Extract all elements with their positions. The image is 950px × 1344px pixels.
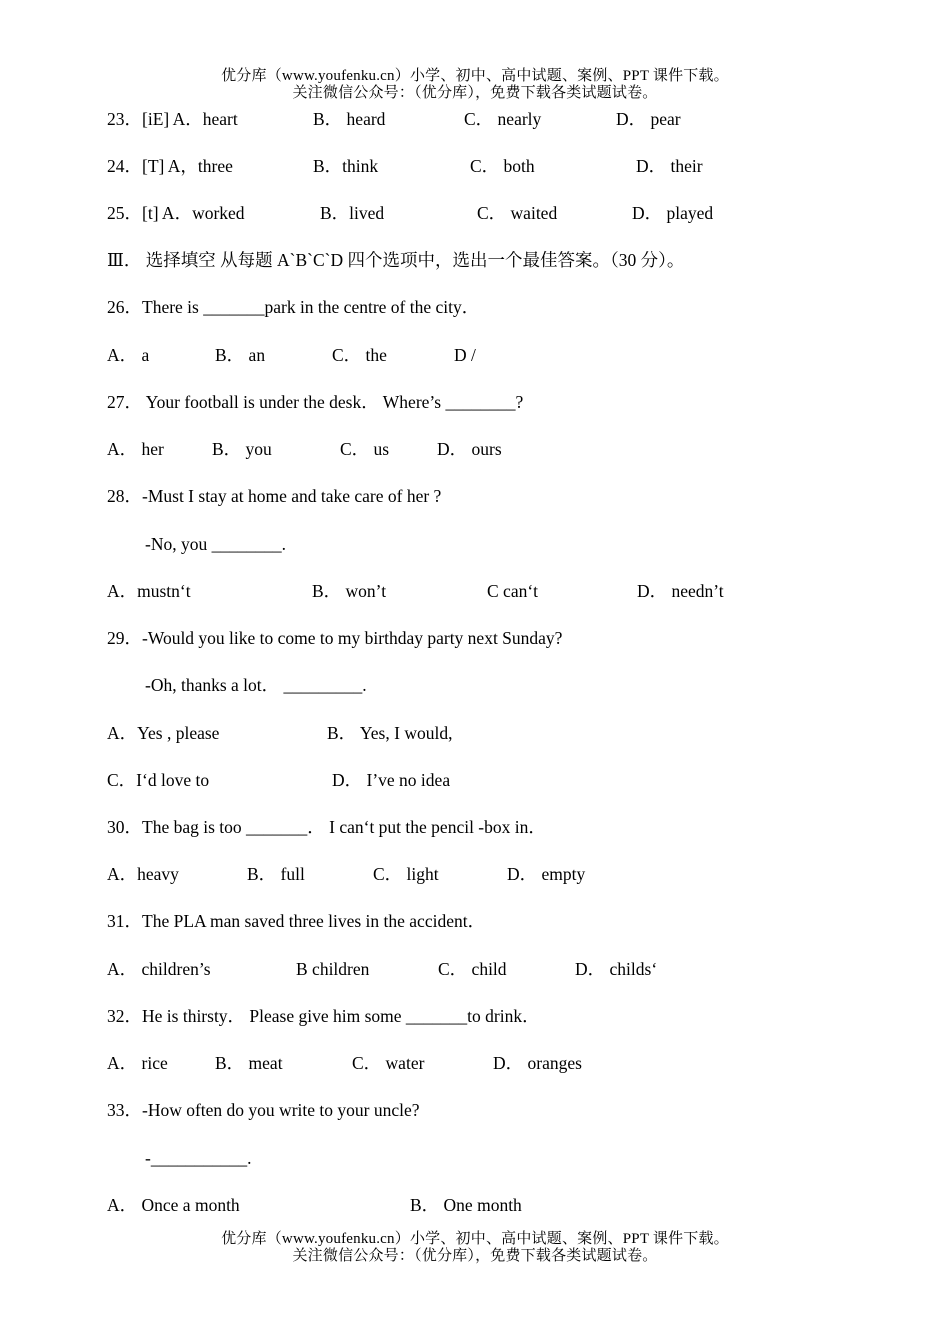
- q31-option-d: D． childs‘: [575, 959, 658, 979]
- q24-option-d: D． their: [636, 156, 703, 176]
- question-31-stem: 31．The PLA man saved three lives in the accident．: [107, 911, 486, 931]
- q31-option-b: B children: [296, 959, 370, 979]
- q33-option-b: B． One month: [410, 1195, 522, 1215]
- footer-line-1: 优分库（www.youfenku.cn）小学、初中、高中试题、案例、PPT 课件下载。: [221, 1231, 729, 1247]
- q28-option-b: B． won’t: [312, 581, 387, 601]
- q32-option-b: B． meat: [215, 1053, 283, 1073]
- q26-option-a: A． a: [107, 345, 150, 365]
- page-footer: [0, 1231, 950, 1265]
- q23-option-b: B． heard: [313, 109, 386, 129]
- footer-line-2: 关注微信公众号：（优分库），免费下载各类试题试卷。: [292, 1248, 658, 1264]
- q33-option-a: A． Once a month: [107, 1195, 240, 1215]
- q25-option-b: B．lived: [320, 203, 385, 223]
- question-33-line-2: -___________.: [145, 1148, 252, 1168]
- section-3-title: Ⅲ． 选择填空 从每题 A`B`C`D 四个选项中，选出一个最佳答案。（30 分）。: [107, 250, 685, 270]
- q26-option-d: D /: [454, 345, 476, 365]
- question-32-stem: 32．He is thirsty． Please give him some _______to drink．: [107, 1006, 540, 1026]
- q25-stem-option-a: 25．[t] A．worked: [107, 203, 245, 223]
- q24-option-c: C． both: [470, 156, 535, 176]
- header-line-1: 优分库（www.youfenku.cn）小学、初中、高中试题、案例、PPT 课件下载。: [221, 68, 729, 84]
- q26-option-b: B． an: [215, 345, 266, 365]
- question-26-stem: 26．There is _______park in the centre of the city．: [107, 297, 480, 317]
- page-header: [0, 68, 950, 102]
- q24-stem-option-a: 24．[T] A，three: [107, 156, 233, 176]
- question-33-stem: 33．-How often do you write to your uncle?: [107, 1100, 420, 1120]
- question-27-stem: 27． Your football is under the desk． Where’s ________?: [107, 392, 524, 412]
- question-28-stem: 28．-Must I stay at home and take care of her ?: [107, 486, 442, 506]
- q32-option-a: A． rice: [107, 1053, 168, 1073]
- q29-option-a: A．Yes , please: [107, 723, 220, 743]
- q25-option-d: D． played: [632, 203, 714, 223]
- q28-option-d: D． needn’t: [637, 581, 724, 601]
- q29-option-c: C．I‘d love to: [107, 770, 210, 790]
- q30-option-d: D． empty: [507, 864, 586, 884]
- q27-option-b: B． you: [212, 439, 272, 459]
- q25-option-c: C． waited: [477, 203, 558, 223]
- q23-option-d: D． pear: [616, 109, 681, 129]
- question-29-stem: 29．-Would you like to come to my birthday party next Sunday?: [107, 628, 563, 648]
- q31-option-c: C． child: [438, 959, 507, 979]
- q30-option-b: B． full: [247, 864, 305, 884]
- q30-option-a: A．heavy: [107, 864, 179, 884]
- q27-option-d: D． ours: [437, 439, 502, 459]
- q28-option-a: A．mustn‘t: [107, 581, 191, 601]
- q23-option-c: C． nearly: [464, 109, 542, 129]
- q28-option-c: C can‘t: [487, 581, 539, 601]
- q29-option-d: D． I’ve no idea: [332, 770, 451, 790]
- q27-option-a: A． her: [107, 439, 164, 459]
- q27-option-c: C． us: [340, 439, 390, 459]
- q32-option-d: D． oranges: [493, 1053, 582, 1073]
- question-30-stem: 30．The bag is too _______． I can‘t put the pencil -box in．: [107, 817, 546, 837]
- q24-option-b: B．think: [313, 156, 379, 176]
- question-29-line-2: -Oh, thanks a lot． _________.: [145, 675, 367, 695]
- q29-option-b: B． Yes, I would,: [327, 723, 453, 743]
- q26-option-c: C． the: [332, 345, 387, 365]
- q30-option-c: C． light: [373, 864, 439, 884]
- question-28-line-2: -No, you ________.: [145, 534, 286, 554]
- header-line-2: 关注微信公众号：（优分库），免费下载各类试题试卷。: [292, 85, 658, 101]
- q31-option-a: A． children’s: [107, 959, 211, 979]
- q32-option-c: C． water: [352, 1053, 425, 1073]
- q23-stem-option-a: 23．[iE] A．heart: [107, 109, 238, 129]
